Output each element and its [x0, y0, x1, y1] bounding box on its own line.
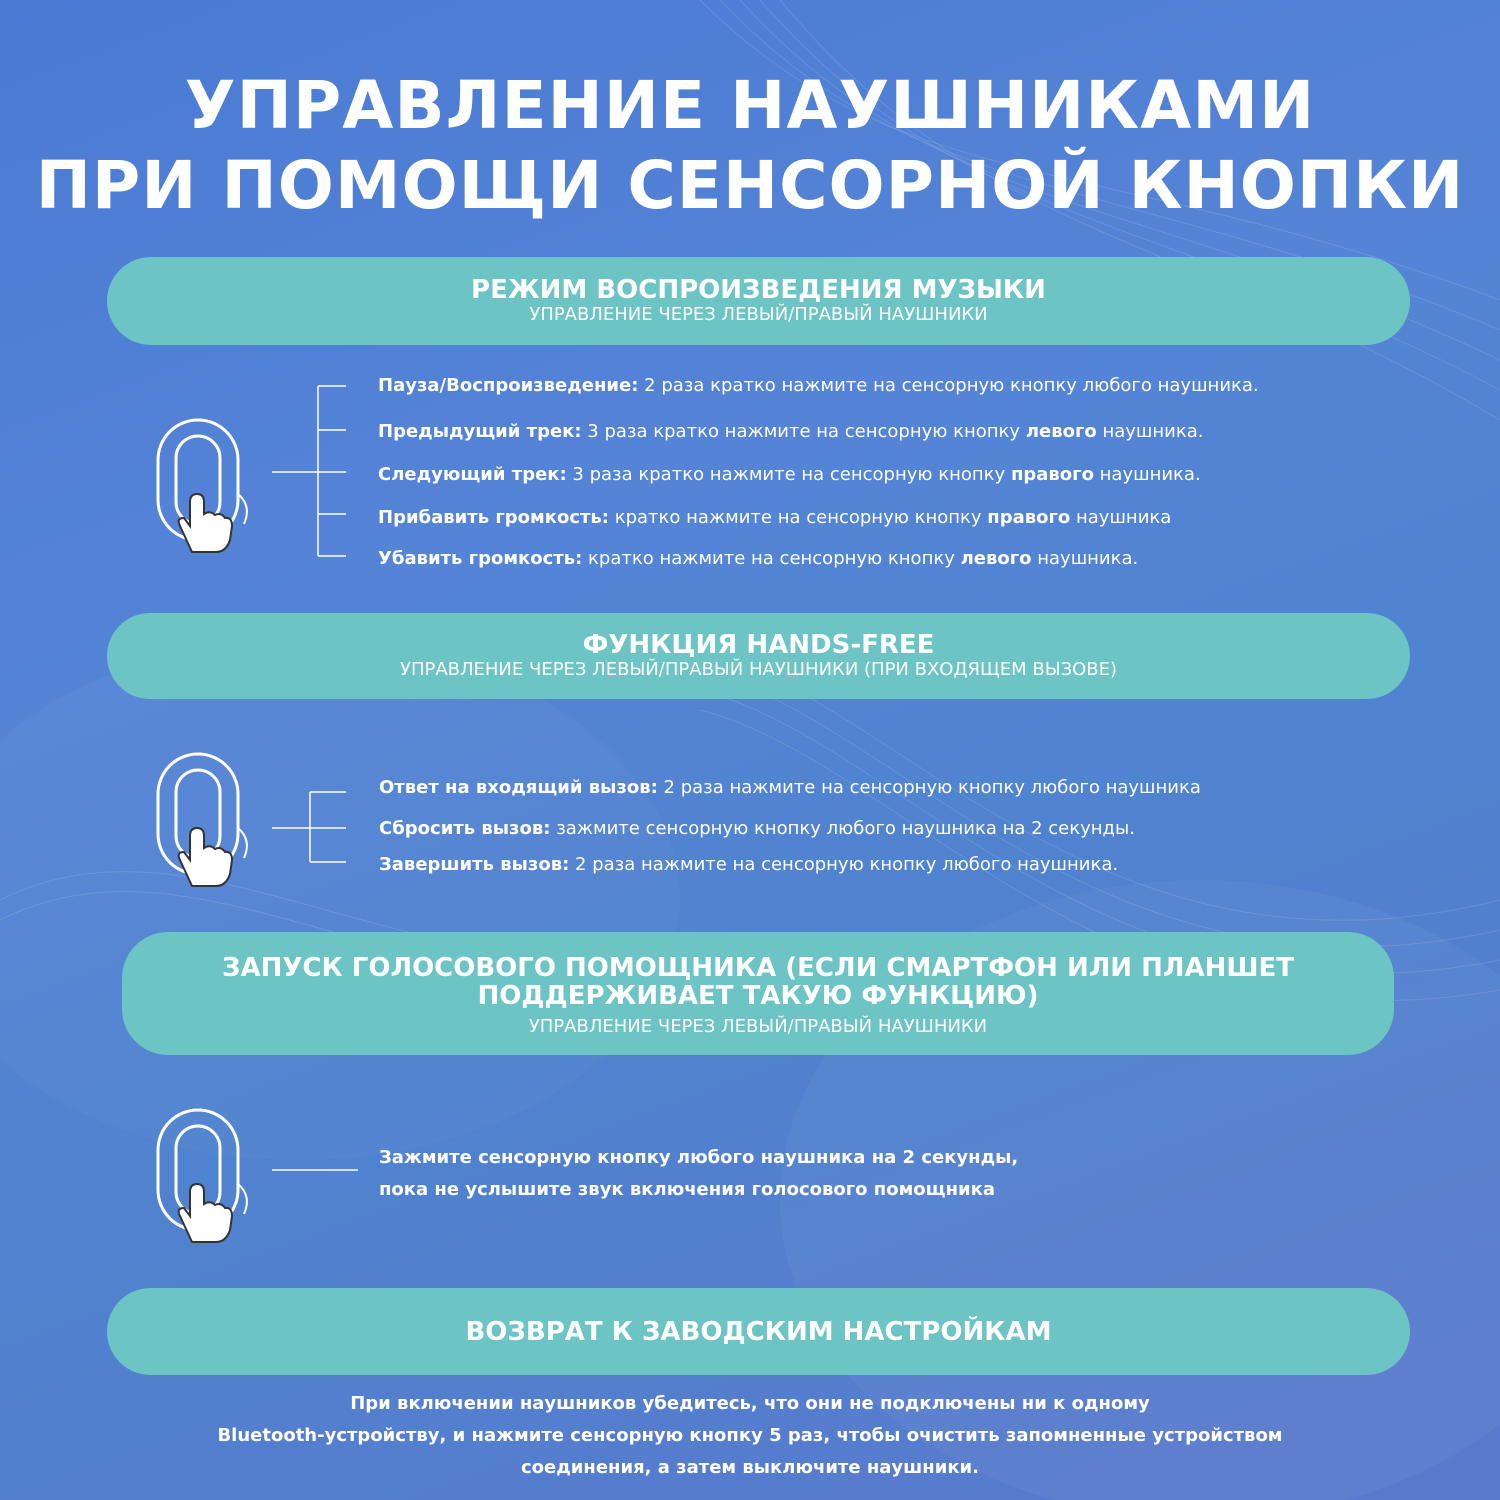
music-item-volume-up: Прибавить громкость: кратко нажмите на сенсорную кнопку правого наушника — [378, 507, 1172, 528]
voice-instruction-line2: пока не услышите звук включения голосового помощника — [379, 1179, 995, 1200]
music-section-title: РЕЖИМ ВОСПРОИЗВЕДЕНИЯ МУЗЫКИ — [471, 275, 1046, 305]
tap-hand-icon — [179, 1184, 232, 1242]
music-item-pause: Пауза/Воспроизведение: 2 раза кратко нажмите на сенсорную кнопку любого наушника. — [378, 375, 1259, 396]
handsfree-bracket — [272, 788, 352, 868]
touch-earbud-icon — [152, 1104, 262, 1244]
handsfree-item-reject: Сбросить вызов: зажмите сенсорную кнопку любого наушника на 2 секунды. — [379, 818, 1135, 839]
handsfree-item-end: Завершить вызов: 2 раза нажмите на сенсорную кнопку любого наушника. — [379, 854, 1119, 875]
reset-instruction — [0, 1388, 1500, 1484]
voice-connector-line — [272, 1168, 362, 1172]
handsfree-section-title: ФУНКЦИЯ HANDS-FREE — [582, 630, 935, 660]
voice-section-header — [122, 932, 1394, 1055]
voice-section-title-line1: ЗАПУСК ГОЛОСОВОГО ПОМОЩНИКА (ЕСЛИ СМАРТФОН ИЛИ ПЛАНШЕТ — [222, 953, 1294, 983]
reset-section-header — [107, 1288, 1410, 1375]
music-section-header — [107, 257, 1410, 345]
voice-section-subtitle: УПРАВЛЕНИЕ ЧЕРЕЗ ЛЕВЫЙ/ПРАВЫЙ НАУШНИКИ — [528, 1016, 988, 1037]
page-title-line2: ПРИ ПОМОЩИ СЕНСОРНОЙ КНОПКИ — [35, 147, 1465, 224]
page-title — [0, 66, 1500, 226]
touch-earbud-icon — [152, 748, 262, 888]
tap-hand-icon — [179, 828, 232, 886]
handsfree-section-header — [107, 613, 1410, 699]
tap-hand-icon — [179, 494, 232, 552]
music-bracket — [272, 380, 352, 560]
music-section-subtitle: УПРАВЛЕНИЕ ЧЕРЕЗ ЛЕВЫЙ/ПРАВЫЙ НАУШНИКИ — [529, 304, 988, 325]
handsfree-item-answer: Ответ на входящий вызов: 2 раза нажмите на сенсорную кнопку любого наушника — [379, 777, 1201, 798]
page-title-line1: УПРАВЛЕНИЕ НАУШНИКАМИ — [184, 67, 1316, 144]
music-item-prev-track: Предыдущий трек: 3 раза кратко нажмите на сенсорную кнопку левого наушника. — [378, 421, 1204, 442]
music-item-volume-down: Убавить громкость: кратко нажмите на сенсорную кнопку левого наушника. — [378, 548, 1139, 569]
reset-section-title: ВОЗВРАТ К ЗАВОДСКИМ НАСТРОЙКАМ — [465, 1317, 1052, 1347]
reset-instruction-line1: При включении наушников убедитесь, что они не подключены ни к одному — [350, 1393, 1150, 1414]
handsfree-section-subtitle: УПРАВЛЕНИЕ ЧЕРЕЗ ЛЕВЫЙ/ПРАВЫЙ НАУШНИКИ (ПРИ ВХОДЯЩЕМ ВЫЗОВЕ) — [399, 659, 1118, 680]
reset-instruction-line2: Bluetooth-устройству, и нажмите сенсорную кнопку 5 раз, чтобы очистить запомненные устройством — [217, 1425, 1283, 1446]
voice-section-title-line2: ПОДДЕРЖИВАЕТ ТАКУЮ ФУНКЦИЮ) — [477, 981, 1039, 1011]
music-item-next-track: Следующий трек: 3 раза кратко нажмите на сенсорную кнопку правого наушника. — [378, 464, 1201, 485]
touch-earbud-icon — [152, 414, 262, 554]
voice-instruction — [379, 1142, 1018, 1206]
reset-instruction-line3: соединения, а затем выключите наушники. — [521, 1457, 979, 1478]
voice-instruction-line1: Зажмите сенсорную кнопку любого наушника на 2 секунды, — [379, 1147, 1019, 1168]
